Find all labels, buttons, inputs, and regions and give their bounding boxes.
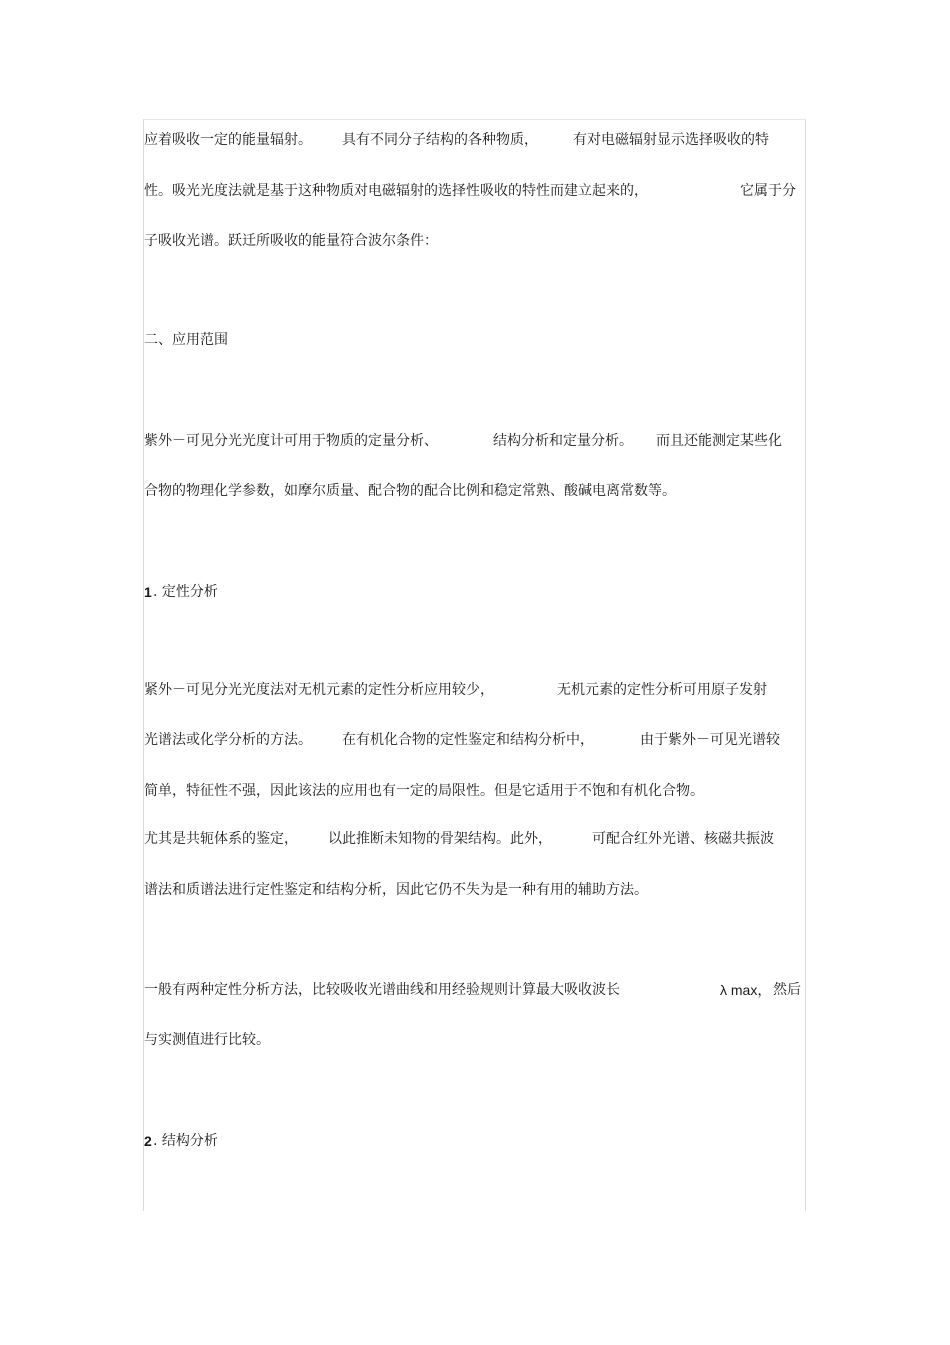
text-segment: 无机元素的定性分析可用原子发射 [557,682,767,698]
text-segment: 应着吸收一定的能量辐射。 [144,132,312,148]
subheading-title: . 定性分析 [153,584,218,600]
text-segment: 在有机化合物的定性鉴定和结构分析中， [342,732,594,748]
paragraph-4-line-2: 与实测值进行比较。 [144,1032,270,1048]
text-segment: 一般有两种定性分析方法，比较吸收光谱曲线和用经验规则计算最大吸收波长 [144,982,620,998]
lambda-max-symbol: λ max， [720,982,772,998]
text-segment: 可配合红外光谱、核磁共振波 [592,831,774,847]
text-segment: 紧外－可见分光光度法对无机元素的定性分析应用较少， [144,682,494,698]
subheading-number: 1 [144,584,152,600]
text-segment: 光谱法或化学分析的方法。 [144,732,312,748]
text-segment: 有对电磁辐射显示选择吸收的特 [573,132,769,148]
text-segment: 性。吸光光度法就是基于这种物质对电磁辐射的选择性吸收的特性而建立起来的， [144,183,648,199]
text-segment: 尤其是共轭体系的鉴定， [144,831,298,847]
section-heading-application-scope: 二、应用范围 [144,332,228,348]
text-segment: 由于紫外－可见光谱较 [640,732,780,748]
subheading-title: . 结构分析 [153,1133,218,1149]
subheading-number: 2 [144,1133,152,1149]
text-segment: 然后 [773,982,801,998]
paragraph-3-line-5: 谱法和质谱法进行定性鉴定和结构分析，因此它仍不失为是一种有用的辅助方法。 [144,882,648,898]
paragraph-1-line-3: 子吸收光谱。跃迁所吸收的能量符合波尔条件： [144,233,438,249]
text-segment: 紫外－可见分光光度计可用于物质的定量分析、 [144,433,438,449]
paragraph-3-line-3: 简单，特征性不强，因此该法的应用也有一定的局限性。但是它适用于不饱和有机化合物。 [144,783,704,799]
text-segment: 而且还能测定某些化 [656,433,782,449]
text-segment: 以此推断未知物的骨架结构。此外， [328,831,552,847]
text-segment: 结构分析和定量分析。 [493,433,633,449]
text-segment: 具有不同分子结构的各种物质， [342,132,538,148]
paragraph-2-line-2: 合物的物理化学参数，如摩尔质量、配合物的配合比例和稳定常熟、酸碱电离常数等。 [144,483,676,499]
text-segment: 它属于分 [740,183,796,199]
